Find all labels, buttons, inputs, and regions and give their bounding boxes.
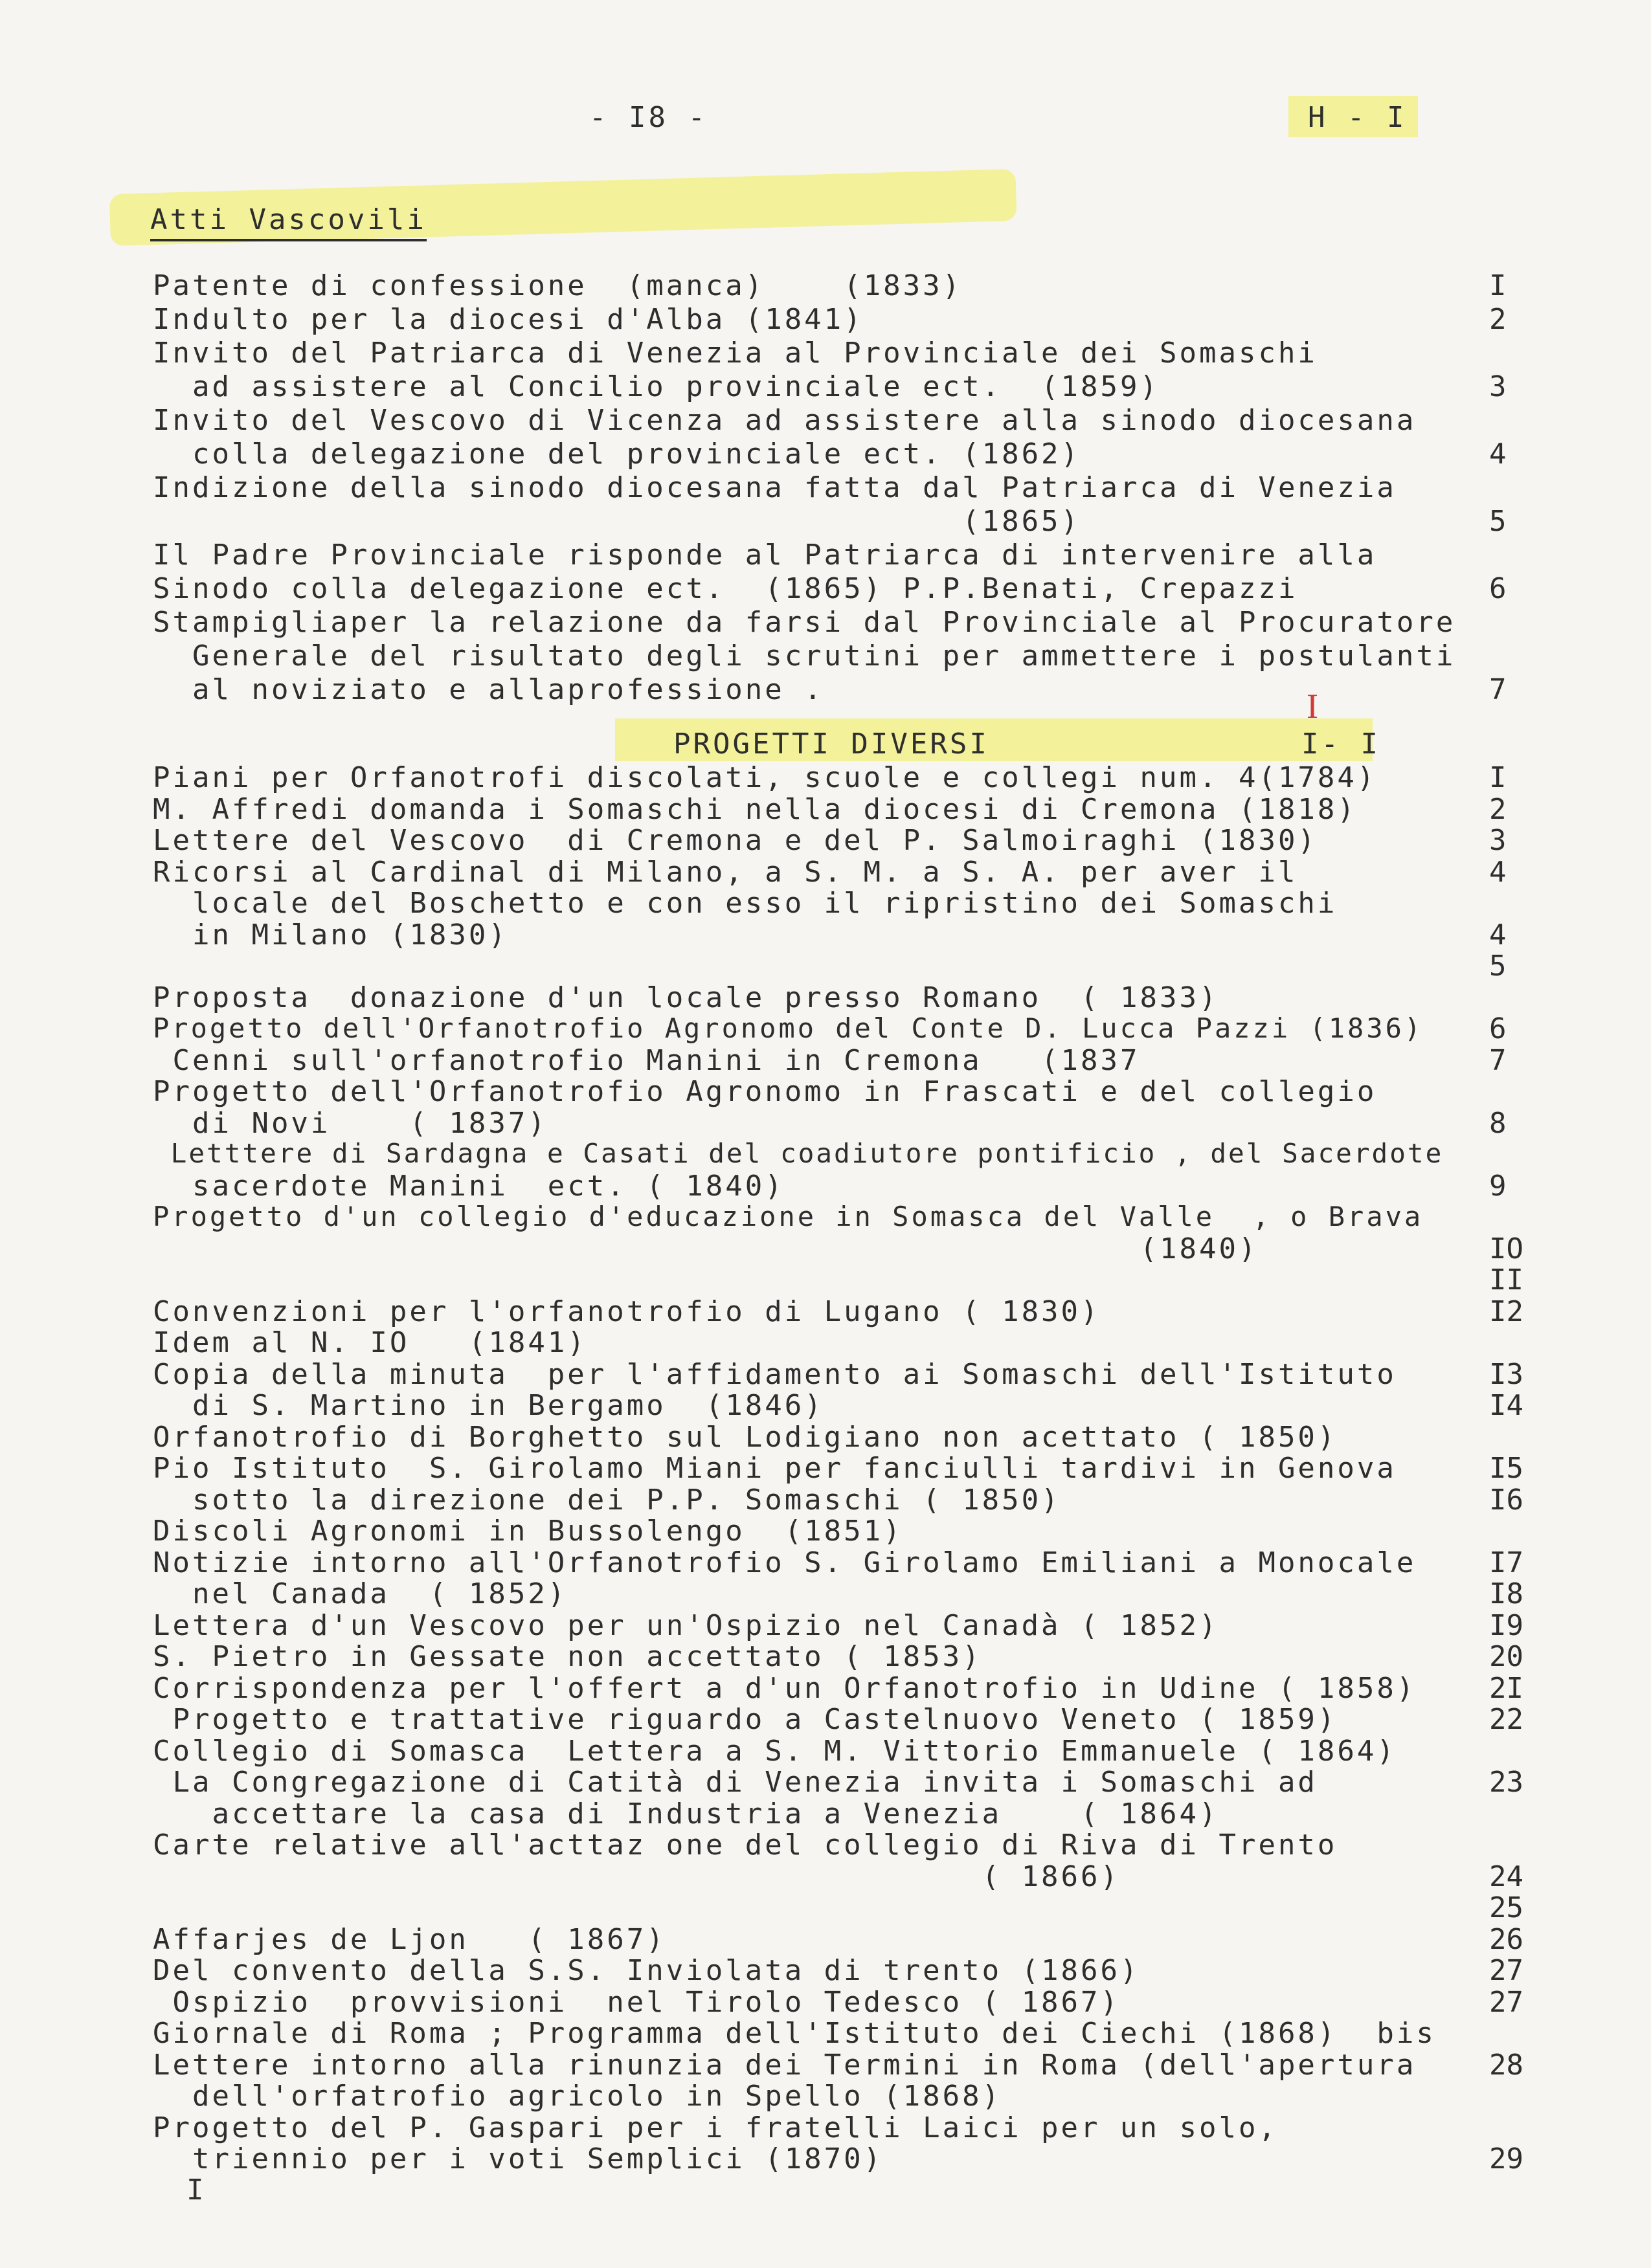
entry-text: Progetto dell'Orfanotrofio Agronomo in Frascati e del collegio xyxy=(153,1075,1377,1108)
entry-number: 2 xyxy=(1489,303,1507,336)
section-title-atti-text: Atti Vascovili xyxy=(150,203,427,241)
entry-text: Carte relative all'acttaz one del collegio di Riva di Trento xyxy=(153,1829,1338,1862)
entry-text: La Congregazione di Catità di Venezia invita i Somaschi ad xyxy=(153,1766,1318,1799)
entry-number: IO xyxy=(1489,1232,1523,1265)
entry-number: 24 xyxy=(1489,1860,1523,1893)
entry-text: Idem al N. IO (1841) xyxy=(153,1326,587,1359)
entry-text: Indulto per la diocesi d'Alba (1841) xyxy=(153,303,864,336)
entry-text: Il Padre Provinciale risponde al Patriarca di intervenire alla xyxy=(153,539,1377,572)
red-correction-mark: I xyxy=(1307,687,1318,726)
entry-number: 29 xyxy=(1489,2142,1523,2175)
entry-text: Progetto e trattative riguardo a Castelnuovo Veneto ( 1859) xyxy=(153,1703,1338,1736)
entry-number: 9 xyxy=(1489,1169,1507,1203)
entry-number: I xyxy=(1489,269,1507,302)
entry-text: di S. Martino in Bergamo (1846) xyxy=(153,1389,824,1422)
entry-text: Lettere intorno alla rinunzia dei Termini in Roma (dell'apertura xyxy=(153,2048,1417,2082)
entry-text: Progetto d'un collegio d'educazione in Somasca del Valle , o Brava xyxy=(153,1201,1424,1232)
entry-text: triennio per i voti Semplici (1870) xyxy=(153,2142,884,2175)
entry-number: II xyxy=(1489,1263,1523,1296)
entry-number: I5 xyxy=(1489,1452,1523,1485)
entry-text: al noviziato e allaprofessione . xyxy=(153,673,824,706)
entry-text: Lettera d'un Vescovo per un'Ospizio nel Canadà ( 1852) xyxy=(153,1608,1219,1642)
entry-text: Progetto dell'Orfanotrofio Agronomo del Conte D. Lucca Pazzi (1836) xyxy=(153,1012,1424,1044)
entry-text: Indizione della sinodo diocesana fatta dal Patriarca di Venezia xyxy=(153,471,1397,504)
entry-text: dell'orfatrofio agricolo in Spello (1868) xyxy=(153,2080,1002,2113)
entry-number: 26 xyxy=(1489,1922,1523,1956)
entry-text: Lettere del Vescovo di Cremona e del P. Salmoiraghi (1830) xyxy=(153,824,1318,857)
entry-number: 25 xyxy=(1489,1891,1523,1924)
entry-text: (1840) xyxy=(153,1232,1259,1265)
entry-text: Progetto del P. Gaspari per i fratelli Laici per un solo, xyxy=(153,2111,1278,2144)
entry-number: I xyxy=(1489,761,1507,794)
entry-text: Proposta donazione d'un locale presso Romano ( 1833) xyxy=(153,981,1219,1014)
entry-text: Patente di confessione (manca) (1833) xyxy=(153,269,963,302)
entry-text: di Novi ( 1837) xyxy=(153,1106,548,1140)
entry-text: accettare la casa di Industria a Venezia ( 1864) xyxy=(153,1797,1219,1830)
entry-text: Copia della minuta per l'affidamento ai Somaschi dell'Istituto xyxy=(153,1357,1397,1391)
entry-text: M. Affredi domanda i Somaschi nella diocesi di Cremona (1818) xyxy=(153,792,1357,826)
entry-number: I6 xyxy=(1489,1483,1523,1517)
entry-text: sacerdote Manini ect. ( 1840) xyxy=(153,1169,785,1203)
entry-number: I3 xyxy=(1489,1357,1523,1391)
entry-number: 4 xyxy=(1489,855,1507,889)
entry-text: (1865) xyxy=(153,505,1081,538)
entry-text: Sinodo colla delegazione ect. (1865) P.P.Benati, Crepazzi xyxy=(153,572,1298,605)
entry-number: 27 xyxy=(1489,1985,1523,2019)
entry-number: 5 xyxy=(1489,950,1507,983)
entry-number: 3 xyxy=(1489,824,1507,857)
section-code: H - I xyxy=(1308,101,1407,134)
entry-text: Generale del risultato degli scrutini per ammettere i postulanti xyxy=(153,639,1456,673)
entry-number: 2I xyxy=(1489,1671,1523,1705)
section-title-atti xyxy=(150,203,427,236)
entry-text: Del convento della S.S. Inviolata di trento (1866) xyxy=(153,1954,1140,1987)
entry-number: 4 xyxy=(1489,918,1507,951)
entry-text: in Milano (1830) xyxy=(153,918,508,951)
entry-number: 7 xyxy=(1489,1043,1507,1077)
entry-text: Invito del Patriarca di Venezia al Provinciale dei Somaschi xyxy=(153,337,1318,370)
entry-number: 22 xyxy=(1489,1703,1523,1736)
entry-number: 7 xyxy=(1489,673,1507,706)
entry-number: 27 xyxy=(1489,1954,1523,1987)
entry-text: Giornale di Roma ; Programma dell'Istituto dei Ciechi (1868) bis xyxy=(153,2017,1436,2050)
entry-number: 28 xyxy=(1489,2048,1523,2082)
entry-number: 3 xyxy=(1489,370,1507,403)
entry-number: I9 xyxy=(1489,1608,1523,1642)
entry-text: Stampigliaper la relazione da farsi dal Provinciale al Procuratore xyxy=(153,606,1456,639)
section-title-progetti: PROGETTI DIVERSI xyxy=(673,728,989,761)
entry-text: Ospizio provvisioni nel Tirolo Tedesco ( 1867) xyxy=(153,1985,1121,2019)
entry-text: Pio Istituto S. Girolamo Miani per fanciulli tardivi in Genova xyxy=(153,1452,1397,1485)
entry-number: 23 xyxy=(1489,1766,1523,1799)
entry-number: I8 xyxy=(1489,1577,1523,1610)
entry-text: Invito del Vescovo di Vicenza ad assistere alla sinodo diocesana xyxy=(153,404,1417,437)
entry-text: Discoli Agronomi in Bussolengo (1851) xyxy=(153,1515,903,1548)
entry-text: Ricorsi al Cardinal di Milano, a S. M. a S. A. per aver il xyxy=(153,855,1298,889)
entry-text: ad assistere al Concilio provinciale ect. (1859) xyxy=(153,370,1160,403)
entry-text: Convenzioni per l'orfanotrofio di Lugano ( 1830) xyxy=(153,1295,1101,1328)
footer-mark: I xyxy=(186,2174,207,2207)
entry-number: I4 xyxy=(1489,1389,1523,1422)
entry-text: nel Canada ( 1852) xyxy=(153,1577,568,1610)
entry-text: locale del Boschetto e con esso il ripristino dei Somaschi xyxy=(153,887,1338,920)
entry-number: 6 xyxy=(1489,572,1507,605)
entry-text: Collegio di Somasca Lettera a S. M. Vittorio Emmanuele ( 1864) xyxy=(153,1734,1397,1768)
progetti-section-code: I- I xyxy=(1301,728,1380,761)
entry-text: Corrispondenza per l'offert a d'un Orfanotrofio in Udine ( 1858) xyxy=(153,1671,1417,1705)
entry-text: colla delegazione del provinciale ect. (1862) xyxy=(153,438,1081,471)
entry-number: I2 xyxy=(1489,1295,1523,1328)
entry-number: 20 xyxy=(1489,1640,1523,1673)
entry-number: 2 xyxy=(1489,792,1507,826)
entry-number: 8 xyxy=(1489,1106,1507,1140)
entry-text: sotto la direzione dei P.P. Somaschi ( 1850) xyxy=(153,1483,1061,1517)
entry-text: Letttere di Sardagna e Casati del coadiutore pontificio , del Sacerdote xyxy=(153,1138,1444,1169)
entry-text: S. Pietro in Gessate non accettato ( 1853) xyxy=(153,1640,982,1673)
entry-text: Orfanotrofio di Borghetto sul Lodigiano non acettato ( 1850) xyxy=(153,1420,1338,1454)
page-number: - I8 - xyxy=(589,101,708,134)
entry-number: 5 xyxy=(1489,505,1507,538)
entry-text: Notizie intorno all'Orfanotrofio S. Girolamo Emiliani a Monocale xyxy=(153,1546,1417,1579)
entry-text: Affarjes de Ljon ( 1867) xyxy=(153,1922,666,1956)
entry-number: 6 xyxy=(1489,1012,1507,1045)
entry-number: 4 xyxy=(1489,438,1507,471)
entry-number: I7 xyxy=(1489,1546,1523,1579)
entry-text: ( 1866) xyxy=(153,1860,1121,1893)
entry-text: Piani per Orfanotrofi discolati, scuole e collegi num. 4(1784) xyxy=(153,761,1377,794)
entry-text: Cenni sull'orfanotrofio Manini in Cremona (1837 xyxy=(153,1043,1140,1077)
